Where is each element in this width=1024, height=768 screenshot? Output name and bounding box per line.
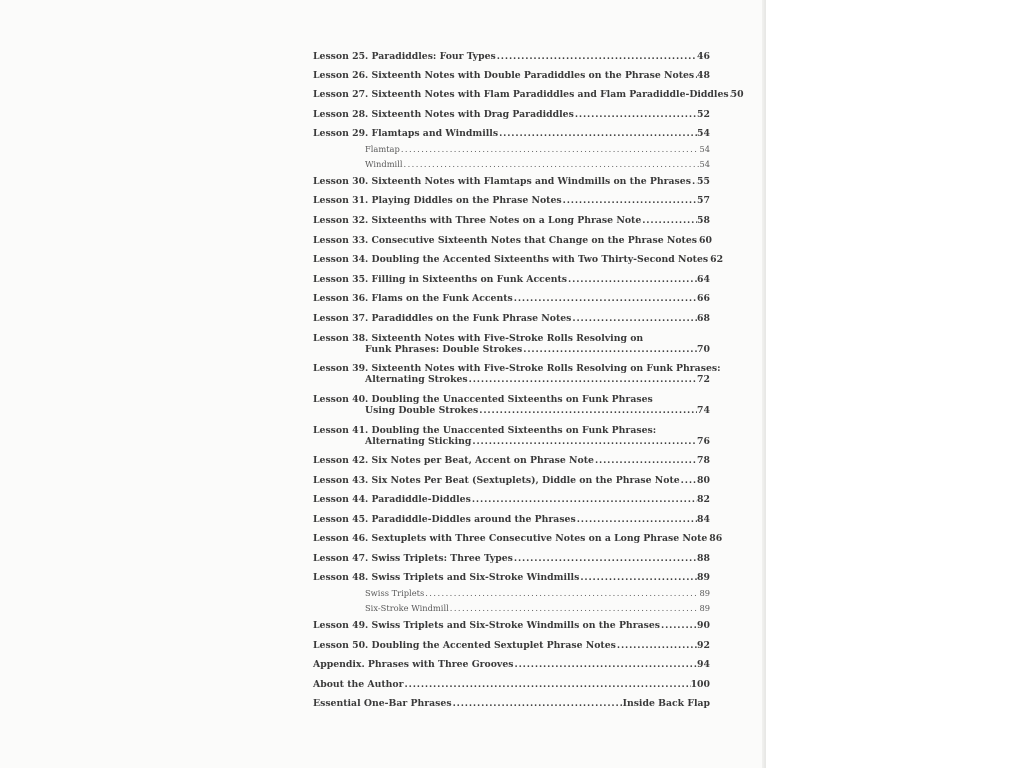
toc-entry-title: Lesson 43. Six Notes Per Beat (Sextuplets), Diddle on the Phrase Note bbox=[313, 475, 680, 486]
toc-page-number: 66 bbox=[697, 293, 710, 304]
toc-entry[interactable] bbox=[313, 455, 710, 466]
dot-leader bbox=[496, 51, 697, 62]
toc-page-number: 70 bbox=[697, 344, 710, 355]
toc-entry[interactable] bbox=[313, 620, 710, 631]
toc-entry[interactable] bbox=[313, 553, 710, 564]
toc-entry[interactable] bbox=[313, 698, 710, 709]
toc-entry[interactable] bbox=[313, 215, 710, 226]
toc-entry-title: Lesson 32. Sixteenths with Three Notes on a Long Phrase Note bbox=[313, 215, 642, 226]
dot-leader bbox=[424, 588, 699, 599]
toc-entry-title-continued: Using Double Strokes bbox=[365, 405, 479, 416]
toc-page-number: 89 bbox=[699, 603, 710, 613]
toc-page-number: 88 bbox=[697, 553, 710, 564]
page-edge bbox=[762, 0, 766, 768]
toc-page-number: 57 bbox=[697, 195, 710, 206]
toc-entry[interactable] bbox=[313, 254, 724, 265]
toc-page-number: 89 bbox=[697, 572, 710, 583]
dot-leader bbox=[513, 553, 697, 564]
toc-page-number: 58 bbox=[697, 215, 710, 226]
toc-entry-title: Lesson 44. Paradiddle-Diddles bbox=[313, 494, 471, 505]
toc-entry-title: Lesson 31. Playing Diddles on the Phrase Notes bbox=[313, 195, 562, 206]
toc-page-number: 86 bbox=[709, 533, 723, 544]
toc-page-number: Inside Back Flap bbox=[622, 698, 710, 709]
toc-entry-title: Lesson 30. Sixteenth Notes with Flamtaps and Windmills on the Phrases bbox=[313, 176, 691, 187]
toc-page-number: 62 bbox=[710, 254, 724, 265]
toc-entry-title: Lesson 27. Sixteenth Notes with Flam Paradiddles and Flam Paradiddle-Diddles bbox=[313, 89, 729, 100]
dot-leader bbox=[522, 344, 697, 355]
toc-page-number: 68 bbox=[697, 313, 710, 324]
toc-entry-title: Essential One-Bar Phrases bbox=[313, 698, 452, 709]
toc-subentry-title: Swiss Triplets bbox=[365, 588, 425, 598]
toc-page-number: 48 bbox=[697, 70, 710, 81]
toc-subentry[interactable] bbox=[313, 588, 710, 599]
toc-entry[interactable] bbox=[313, 195, 710, 206]
toc-page-number: 54 bbox=[699, 159, 710, 169]
toc-subentry-title: Six-Stroke Windmill bbox=[365, 603, 449, 613]
dot-leader bbox=[452, 698, 623, 709]
toc-entry-title: Lesson 34. Doubling the Accented Sixteenths with Two Thirty-Second Notes bbox=[313, 254, 709, 265]
toc-entry-title-continued: Funk Phrases: Double Strokes bbox=[365, 344, 523, 355]
toc-subentry-title: Windmill bbox=[365, 159, 403, 169]
toc-entry[interactable] bbox=[313, 425, 710, 447]
toc-entry[interactable] bbox=[313, 514, 710, 525]
toc-entry[interactable] bbox=[313, 274, 710, 285]
toc-subentry[interactable] bbox=[313, 603, 710, 614]
toc-page-number: 76 bbox=[697, 436, 710, 447]
toc-entry-title: Lesson 47. Swiss Triplets: Three Types bbox=[313, 553, 513, 564]
toc-entry[interactable] bbox=[313, 235, 710, 246]
dot-leader bbox=[498, 128, 697, 139]
toc-page-number: 54 bbox=[697, 128, 710, 139]
toc-entry[interactable] bbox=[313, 313, 710, 324]
toc-entry-title: Lesson 48. Swiss Triplets and Six-Stroke Windmills bbox=[313, 572, 580, 583]
dot-leader bbox=[400, 144, 700, 155]
toc-page-number: 46 bbox=[697, 51, 710, 62]
dot-leader bbox=[404, 679, 691, 690]
toc-entry[interactable] bbox=[313, 659, 710, 670]
dot-leader bbox=[562, 195, 697, 206]
toc-entry-title: Lesson 26. Sixteenth Notes with Double Paradiddles on the Phrase Notes bbox=[313, 70, 695, 81]
toc-page-number: 82 bbox=[697, 494, 710, 505]
toc-entry-title: Lesson 40. Doubling the Unaccented Sixteenths on Funk Phrases bbox=[313, 394, 653, 405]
toc-entry-title: Lesson 49. Swiss Triplets and Six-Stroke Windmills on the Phrases bbox=[313, 620, 660, 631]
toc-page-number: 92 bbox=[697, 640, 710, 651]
toc-entry[interactable] bbox=[313, 333, 710, 355]
toc-entry-title: Lesson 45. Paradiddle-Diddles around the Phrases bbox=[313, 514, 576, 525]
dot-leader bbox=[567, 274, 697, 285]
toc-page-number: 90 bbox=[697, 620, 710, 631]
toc-entry-title: Appendix. Phrases with Three Grooves bbox=[313, 659, 514, 670]
toc-subentry-title: Flamtap bbox=[365, 144, 400, 154]
dot-leader bbox=[594, 455, 697, 466]
toc-page-number: 50 bbox=[730, 89, 744, 100]
dot-leader bbox=[641, 215, 697, 226]
dot-leader bbox=[513, 293, 697, 304]
toc-entry-title-continued: Alternating Strokes bbox=[365, 374, 468, 385]
toc-entry-title: Lesson 33. Consecutive Sixteenth Notes that Change on the Phrase Notes bbox=[313, 235, 697, 246]
toc-entry[interactable] bbox=[313, 89, 744, 100]
toc-entry-title: Lesson 38. Sixteenth Notes with Five-Stroke Rolls Resolving on bbox=[313, 333, 644, 344]
toc-page-number: 84 bbox=[697, 514, 710, 525]
toc-entry-title: Lesson 37. Paradiddles on the Funk Phrase Notes bbox=[313, 313, 572, 324]
toc-entry[interactable] bbox=[313, 494, 710, 505]
toc-entry[interactable] bbox=[313, 176, 710, 187]
toc-page-number: 100 bbox=[690, 679, 710, 690]
toc-entry[interactable] bbox=[313, 109, 710, 120]
toc-page-number: 60 bbox=[698, 235, 712, 246]
dot-leader bbox=[574, 109, 697, 120]
toc-entry-title: About the Author bbox=[313, 679, 404, 690]
toc-entry-title: Lesson 50. Doubling the Accented Sextuplet Phrase Notes bbox=[313, 640, 616, 651]
toc-entry-title: Lesson 42. Six Notes per Beat, Accent on Phrase Note bbox=[313, 455, 594, 466]
dot-leader bbox=[468, 374, 697, 385]
toc-entry[interactable] bbox=[313, 475, 710, 486]
toc-page-number: 74 bbox=[697, 405, 710, 416]
toc-page-number: 72 bbox=[697, 374, 710, 385]
dot-leader bbox=[576, 514, 697, 525]
dot-leader bbox=[471, 436, 697, 447]
dot-leader bbox=[660, 620, 697, 631]
toc-entry[interactable] bbox=[313, 679, 710, 690]
toc-entry-title: Lesson 41. Doubling the Unaccented Sixteenths on Funk Phrases: bbox=[313, 425, 657, 436]
dot-leader bbox=[478, 405, 697, 416]
toc-entry[interactable] bbox=[313, 533, 723, 544]
dot-leader bbox=[449, 603, 700, 614]
toc-entry-title: Lesson 39. Sixteenth Notes with Five-Stroke Rolls Resolving on Funk Phrases: bbox=[313, 363, 721, 374]
toc-entry[interactable] bbox=[313, 293, 710, 304]
toc-entry[interactable] bbox=[313, 363, 721, 385]
dot-leader bbox=[616, 640, 697, 651]
toc-page-number: 55 bbox=[697, 176, 710, 187]
toc-entry-title: Lesson 46. Sextuplets with Three Consecutive Notes on a Long Phrase Note bbox=[313, 533, 708, 544]
toc-entry-title: Lesson 28. Sixteenth Notes with Drag Paradiddles bbox=[313, 109, 574, 120]
toc-page-number: 64 bbox=[697, 274, 710, 285]
toc-page-number: 89 bbox=[699, 588, 710, 598]
toc-entry-title: Lesson 25. Paradiddles: Four Types bbox=[313, 51, 496, 62]
dot-leader bbox=[571, 313, 697, 324]
toc-entry[interactable] bbox=[313, 572, 710, 583]
toc-entry[interactable] bbox=[313, 70, 710, 81]
dot-leader bbox=[579, 572, 697, 583]
dot-leader bbox=[471, 494, 697, 505]
toc-entry-title: Lesson 29. Flamtaps and Windmills bbox=[313, 128, 499, 139]
toc-page-number: 94 bbox=[697, 659, 710, 670]
dot-leader bbox=[514, 659, 698, 670]
toc-entry-title: Lesson 36. Flams on the Funk Accents bbox=[313, 293, 513, 304]
toc-subentry[interactable] bbox=[313, 144, 710, 155]
toc-page-number: 80 bbox=[697, 475, 710, 486]
toc-entry[interactable] bbox=[313, 51, 710, 62]
toc-page-number: 52 bbox=[697, 109, 710, 120]
dot-leader bbox=[680, 475, 697, 486]
toc-entry[interactable] bbox=[313, 394, 710, 416]
toc-subentry[interactable] bbox=[313, 159, 710, 170]
toc-entry[interactable] bbox=[313, 128, 710, 139]
toc-entry-title: Lesson 35. Filling in Sixteenths on Funk Accents bbox=[313, 274, 568, 285]
toc-page-number: 78 bbox=[697, 455, 710, 466]
toc-page-number: 54 bbox=[699, 144, 710, 154]
dot-leader bbox=[403, 159, 700, 170]
toc-entry[interactable] bbox=[313, 640, 710, 651]
toc-entry-title-continued: Alternating Sticking bbox=[365, 436, 472, 447]
